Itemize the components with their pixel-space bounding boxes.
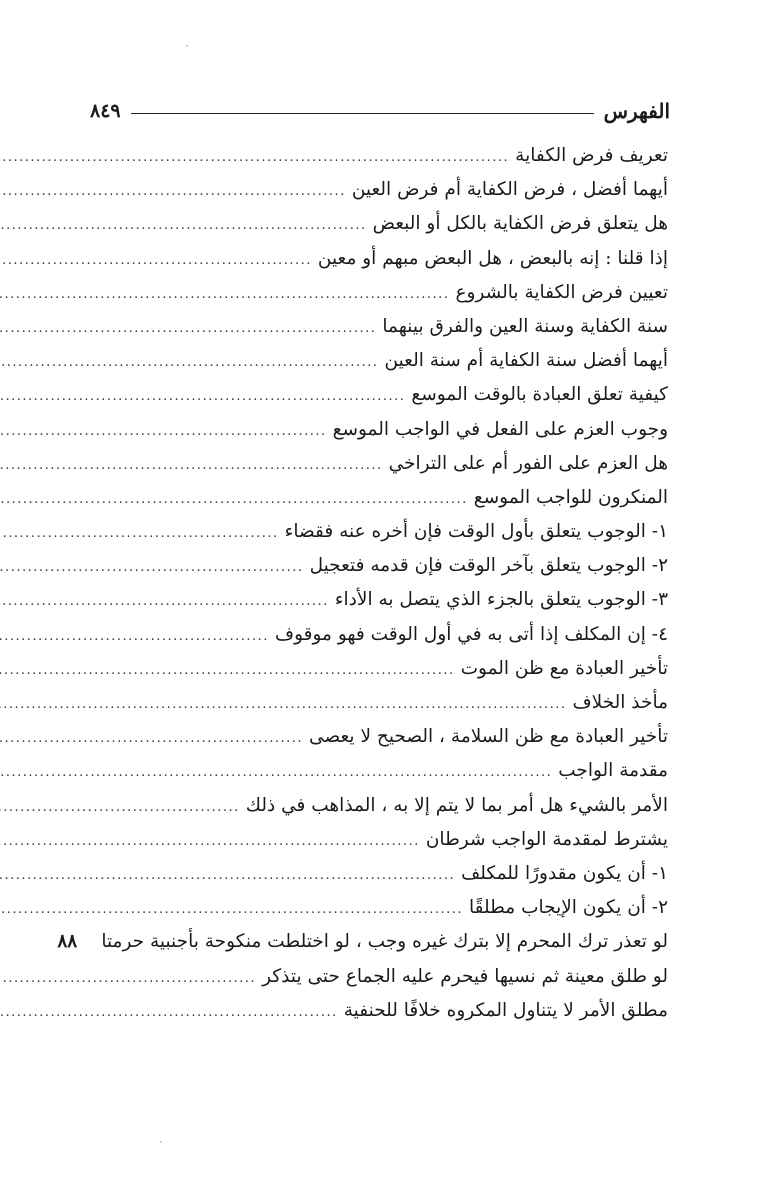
dot-leader (0, 629, 269, 644)
index-entry (92, 419, 668, 453)
entry-title: تأخير العبادة مع ظن الموت (460, 657, 668, 679)
dot-leader (0, 765, 552, 780)
entry-title: تأخير العبادة مع ظن السلامة ، الصحيح لا يعصى (309, 726, 668, 748)
dot-leader (0, 834, 420, 849)
entry-title: المنكرون للواجب الموسع (473, 486, 668, 508)
entry-title: وجوب العزم على الفعل في الواجب الموسع (332, 418, 668, 440)
index-entry (92, 179, 668, 213)
index-entry (92, 384, 668, 418)
entry-title: مأخذ الخلاف (572, 692, 668, 713)
index-entry (92, 658, 668, 692)
index-list (57, 145, 668, 1034)
entry-page-number: ٨٨ (57, 931, 78, 953)
page-number: ٨٤٩ (90, 100, 121, 122)
dot-leader (0, 800, 240, 815)
entry-title: لو طلق معينة ثم نسيها فيحرم عليه الجماع حتى يتذكر (262, 965, 668, 987)
running-header (90, 96, 670, 126)
index-entry (92, 487, 668, 521)
entry-title: الأمر بالشيء هل أمر بما لا يتم إلا به ، المذاهب في ذلك (245, 794, 668, 816)
dot-leader (0, 150, 509, 165)
index-entry (92, 555, 668, 589)
entry-title: هل يتعلق فرض الكفاية بالكل أو البعض (372, 213, 668, 235)
entry-title: ٤- إن المكلف إذا أتى به في أول الوقت فهو موقوف (274, 623, 668, 645)
index-entry (92, 829, 668, 863)
entry-title: هل العزم على الفور أم على التراخي (388, 452, 668, 474)
index-entry (92, 521, 668, 555)
dot-leader (0, 594, 329, 609)
dot-leader (0, 355, 379, 370)
index-entry (92, 624, 668, 658)
entry-title: مقدمة الواجب (558, 760, 668, 782)
index-entry (92, 1000, 668, 1034)
dot-leader (0, 868, 455, 883)
dot-leader (0, 902, 463, 917)
dot-leader (0, 663, 455, 678)
entry-title: إذا قلنا : إنه بالبعض ، هل البعض مبهم أو معين (317, 247, 668, 269)
entry-title: يشترط لمقدمة الواجب شرطان (425, 828, 668, 850)
index-entry (92, 350, 668, 384)
index-entry (92, 316, 668, 350)
dot-leader (0, 731, 303, 746)
index-entry (92, 248, 668, 282)
dot-leader (0, 218, 367, 233)
dot-leader (0, 526, 279, 541)
index-entry (92, 726, 668, 760)
entry-title: سنة الكفاية وسنة العين والفرق بينهما (382, 315, 668, 337)
dot-leader (0, 424, 327, 439)
entry-title: لو تعذر ترك المحرم إلا بترك غيره وجب ، لو اختلطت منكوحة بأجنبية حرمتا (101, 931, 668, 953)
dot-leader (0, 389, 405, 404)
dot-leader (0, 184, 346, 199)
index-entry (92, 863, 668, 897)
dot-leader (0, 697, 566, 712)
paper-speck (186, 45, 188, 47)
dot-leader (0, 560, 304, 575)
header-title: الفهرس (603, 99, 670, 123)
dot-leader (0, 971, 256, 986)
index-entry (57, 931, 668, 965)
index-entry (92, 966, 668, 1000)
index-entry (92, 897, 668, 931)
entry-title: تعيين فرض الكفاية بالشروع (455, 281, 668, 303)
entry-title: تعريف فرض الكفاية (515, 145, 668, 166)
index-entry (92, 760, 668, 794)
paper-speck (160, 1141, 162, 1143)
entry-title: كيفية تعلق العبادة بالوقت الموسع (411, 384, 668, 406)
dot-leader (0, 492, 468, 507)
entry-title: ٣- الوجوب يتعلق بالجزء الذي يتصل به الأداء (334, 589, 668, 611)
entry-title: مطلق الأمر لا يتناول المكروه خلافًا للحنفية (343, 999, 668, 1021)
entry-title: ١- الوجوب يتعلق بأول الوقت فإن أخره عنه فقضاء (284, 521, 668, 543)
dot-leader (0, 458, 383, 473)
dot-leader (0, 321, 376, 336)
dot-leader (0, 287, 449, 302)
index-entry (92, 213, 668, 247)
header-rule (131, 113, 594, 114)
index-entry (92, 282, 668, 316)
dot-leader (0, 253, 312, 268)
entry-title: أيهما أفضل ، فرض الكفاية أم فرض العين (351, 179, 668, 201)
entry-title: ٢- الوجوب يتعلق بآخر الوقت فإن قدمه فتعجيل (309, 555, 668, 577)
index-entry (92, 795, 668, 829)
index-entry (92, 145, 668, 179)
index-entry (92, 453, 668, 487)
index-entry (92, 692, 668, 726)
entry-title: أيهما أفضل سنة الكفاية أم سنة العين (384, 350, 668, 372)
entry-title: ١- أن يكون مقدورًا للمكلف (461, 862, 668, 884)
entry-title: ٢- أن يكون الإيجاب مطلقًا (469, 897, 668, 919)
index-entry (92, 589, 668, 623)
dot-leader (0, 1005, 338, 1020)
